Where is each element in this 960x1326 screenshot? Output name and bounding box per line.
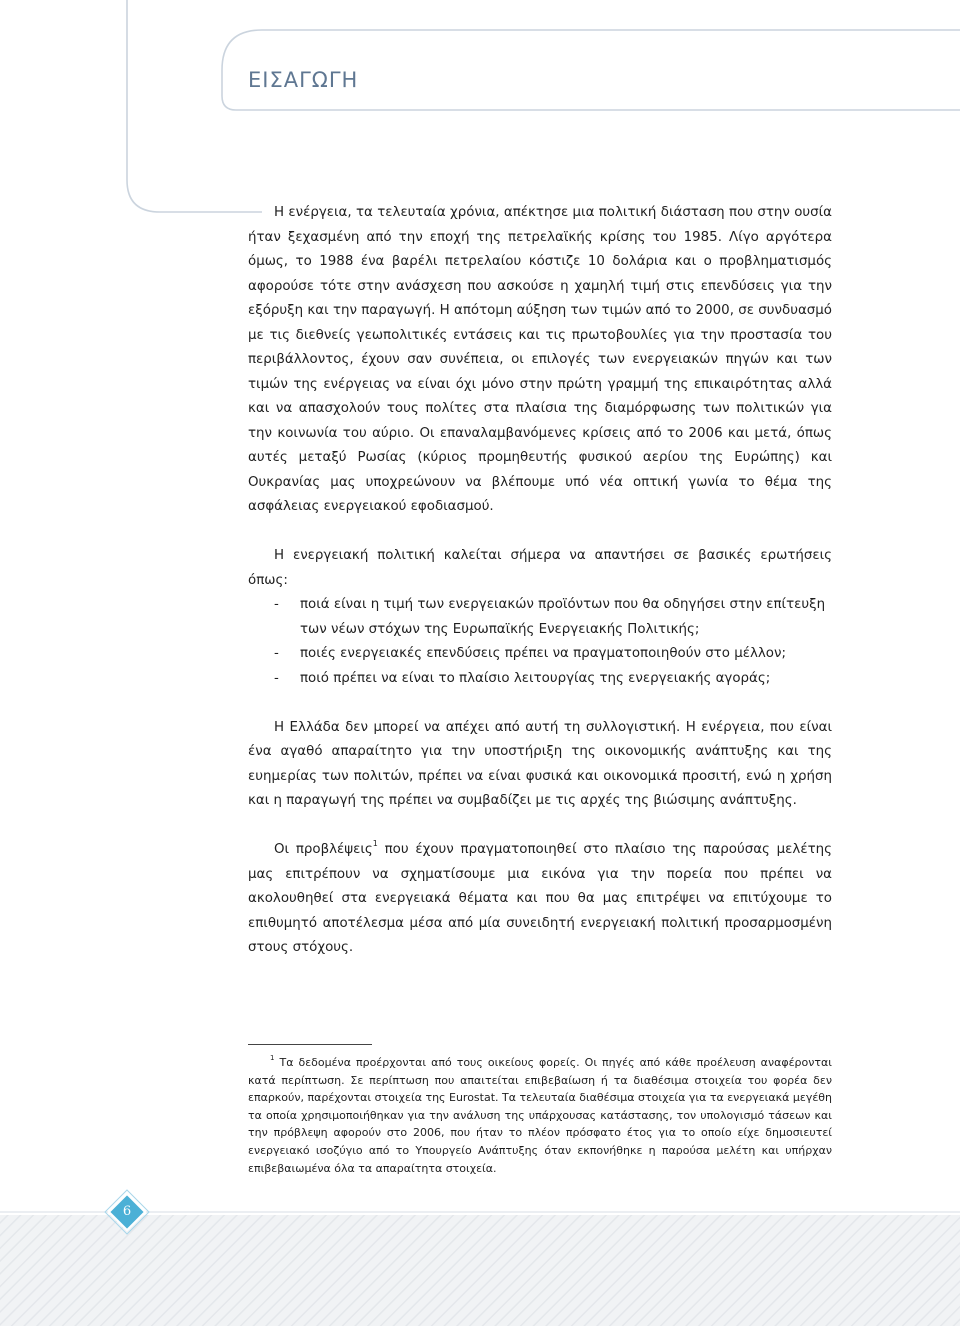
list-item: - ποιές ενεργειακές επενδύσεις πρέπει να πραγματοποιηθούν στο μέλλον; <box>274 646 786 661</box>
main-body <box>248 201 832 985</box>
list-item: - ποιό πρέπει να είναι το πλαίσιο λειτουργίας της ενεργειακής αγοράς; <box>274 670 771 686</box>
greece-paragraph: Η Ελλάδα δεν μπορεί να απέχει από αυτή τη συλλογιστική. Η ενέργεια, που είναι ένα αγαθό απαραίτητο για την υποστήριξη της οικονομικής ανάπτυξης και της ευημερίας των πολιτών, πρέπει να είναι φυσικά και οικονομικά προσιτή, ενώ η χρήση και η παραγωγή της πρέπει να συμβαδίζει με τις αρχές της βιώσιμης ανάπτυξης. <box>248 719 832 808</box>
page-number: 6 <box>122 1204 132 1219</box>
intro-paragraph: Η ενέργεια, τα τελευταία χρόνια, απέκτησε μια πολιτική διάσταση που στην ουσία ήταν ξεχασμένη από την εποχή της πετρελαϊκής κρίσης του 1985. Λίγο αργότερα όμως, το 1988 ένα βαρέλι πετρελαίου κόστιζε 10 δολάρια και ο προβληματισμός αφορούσε τότε στην ανάσχεση που ασκούσε η χαμηλή τιμή στις επενδύσεις για την εξόρυξη και την παραγωγή. Η απότομη αύξηση των τιμών από το 2000, σε συνδυασμό με τις διεθνείς γεωπολιτικές εντάσεις και τις πρωτοβουλίες για την προστασία του περιβάλλοντος, έχουν σαν συνέπεια, οι επιλογές των ενεργειακών πηγών και των τιμών της ενέργειας να είναι όχι μόνο στην πρώτη γραμμή της επικαιρότητας αλλά και να απασχολούν τους πολίτες στα πλαίσια της διαμόρφωσης των πολιτικών για την κοινωνία του αύριο. Οι επαναλαμβανόμενες κρίσεις από το 2006 και μετά, όπως αυτές μεταξύ Ρωσίας (κύριος προμηθευτής φυσικού αερίου της Ευρώπης) και Ουκρανίας μας υποχρεώνουν να βλέπουμε υπό νέα οπτική γωνία το θέμα της ασφάλειας ενεργειακού εφοδιασμού. <box>248 205 832 514</box>
footnote <box>248 1054 832 1177</box>
footnote-separator <box>248 1044 372 1045</box>
footnote-reference[interactable]: 1 <box>372 839 378 848</box>
page-title: ΕΙΣΑΓΩΓΗ <box>248 68 359 92</box>
questions-intro: Η ενεργειακή πολιτική καλείται σήμερα να απαντήσει σε βασικές ερωτήσεις όπως: <box>248 548 832 588</box>
footnote-text: Τα δεδομένα προέρχονται από τους οικείους φορείς. Οι πηγές από κάθε προέλευση αναφέρονται κατά περίπτωση. Σε περίπτωση που απαιτείται επιβεβαίωση ή τα διαθέσιμα στοιχεία του φορέα δεν επαρκούν, παρέχονται στοιχεία της Eurostat. Τα τελευταία διαθέσιμα στοιχεία για τα ενεργειακά μεγέθη τα οποία χρησιμοποιήθηκαν για την ανάλυση της υπάρχουσας κατάστασης, τον υπολογισμό τάσεων και την πρόβλεψη αφορούν στο 2006, που ήταν το πλέον πρόσφατο έτος για το οποίο είχε δημοσιευτεί ενεργειακό ισοζύγιο από το Υπουργείο Ανάπτυξης όταν εκπονήθηκε η παρούσα μελέτη και υπήρχαν επιβεβαιωμένα όλα τα απαραίτητα στοιχεία. <box>248 1056 832 1175</box>
footnote-marker: 1 <box>270 1054 275 1062</box>
footer-band <box>0 1215 960 1326</box>
forecast-paragraph: Οι προβλέψεις$^1$ που έχουν πραγματοποιηθεί στο πλαίσιο της παρούσας μελέτης μας επιτρέπουν να σχηματίσουμε μια εικόνα για την πορεία που πρέπει να ακολουθηθεί στα ενεργειακά θέματα και που θα μας επιτρέψει να επιτύχουμε το επιθυμητό αποτέλεσμα μέσα από μία συνειδητή ενεργειακή πολιτική προσαρμοσμένη στους στόχους. <box>248 839 832 955</box>
questions-list <box>248 593 832 691</box>
left-margin-line <box>127 0 262 212</box>
list-item: - ποιά είναι η τιμή των ενεργειακών προϊόντων που θα οδηγήσει στην επίτευξη των νέων στόχων της Ευρωπαϊκής Ενεργειακής Πολιτικής; <box>274 597 826 637</box>
